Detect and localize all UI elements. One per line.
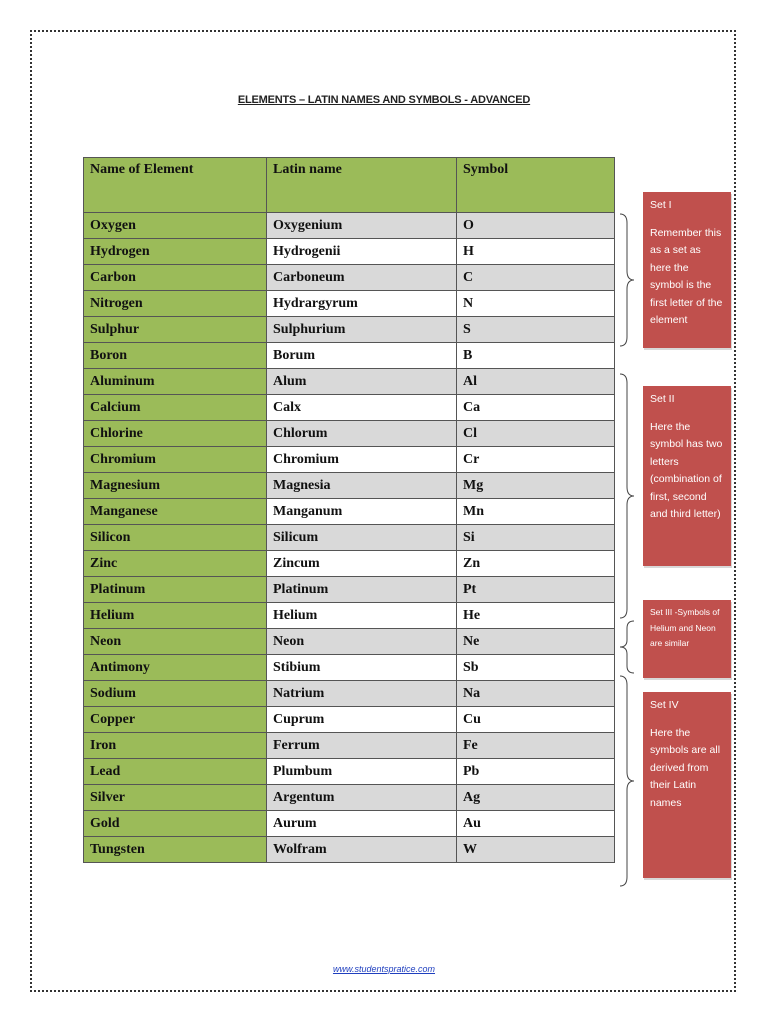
symbol-cell: Al bbox=[457, 369, 615, 395]
element-name-cell: Zinc bbox=[84, 551, 267, 577]
symbol-cell: O bbox=[457, 213, 615, 239]
table-header-row bbox=[84, 158, 615, 213]
symbol-cell: S bbox=[457, 317, 615, 343]
symbol-cell: C bbox=[457, 265, 615, 291]
table-row bbox=[84, 733, 615, 759]
element-name-cell: Copper bbox=[84, 707, 267, 733]
element-name-cell: Manganese bbox=[84, 499, 267, 525]
table-row bbox=[84, 525, 615, 551]
symbol-cell: Ne bbox=[457, 629, 615, 655]
note-set-3-title: Set III -Symbols of Helium and Neon are similar bbox=[650, 607, 720, 648]
element-name-cell: Helium bbox=[84, 603, 267, 629]
latin-name-cell: Chromium bbox=[267, 447, 457, 473]
latin-name-cell: Chlorum bbox=[267, 421, 457, 447]
symbol-cell: Cl bbox=[457, 421, 615, 447]
header-name: Name of Element bbox=[84, 158, 267, 213]
brace-set-2 bbox=[619, 373, 635, 619]
element-name-cell: Calcium bbox=[84, 395, 267, 421]
table-row bbox=[84, 421, 615, 447]
symbol-cell: W bbox=[457, 837, 615, 863]
latin-name-cell: Calx bbox=[267, 395, 457, 421]
table-row bbox=[84, 499, 615, 525]
table-row bbox=[84, 317, 615, 343]
note-set-4-text: Here the symbols are all derived from their Latin names bbox=[650, 726, 721, 809]
brace-set-4 bbox=[619, 675, 635, 887]
table-row bbox=[84, 577, 615, 603]
table-row bbox=[84, 811, 615, 837]
symbol-cell: Ca bbox=[457, 395, 615, 421]
latin-name-cell: Carboneum bbox=[267, 265, 457, 291]
table-row bbox=[84, 291, 615, 317]
note-set-2-text: Here the symbol has two letters (combination of first, second and third letter) bbox=[650, 420, 723, 520]
table-row bbox=[84, 213, 615, 239]
table-row bbox=[84, 265, 615, 291]
table-row bbox=[84, 629, 615, 655]
symbol-cell: Sb bbox=[457, 655, 615, 681]
symbol-cell: Si bbox=[457, 525, 615, 551]
symbol-cell: Pt bbox=[457, 577, 615, 603]
latin-name-cell: Zincum bbox=[267, 551, 457, 577]
table-row bbox=[84, 369, 615, 395]
note-set-1 bbox=[643, 192, 731, 348]
element-name-cell: Nitrogen bbox=[84, 291, 267, 317]
note-set-2-title: Set II bbox=[650, 393, 675, 405]
latin-name-cell: Cuprum bbox=[267, 707, 457, 733]
element-name-cell: Hydrogen bbox=[84, 239, 267, 265]
latin-name-cell: Alum bbox=[267, 369, 457, 395]
table-row bbox=[84, 239, 615, 265]
element-name-cell: Neon bbox=[84, 629, 267, 655]
note-set-4-title: Set IV bbox=[650, 699, 679, 711]
symbol-cell: B bbox=[457, 343, 615, 369]
symbol-cell: Mn bbox=[457, 499, 615, 525]
note-set-2 bbox=[643, 386, 731, 566]
latin-name-cell: Sulphurium bbox=[267, 317, 457, 343]
page-title: ELEMENTS – LATIN NAMES AND SYMBOLS - ADVANCED bbox=[237, 94, 531, 106]
table-row bbox=[84, 759, 615, 785]
table-row bbox=[84, 707, 615, 733]
symbol-cell: Cr bbox=[457, 447, 615, 473]
elements-table bbox=[83, 157, 615, 863]
symbol-cell: Cu bbox=[457, 707, 615, 733]
table-row bbox=[84, 447, 615, 473]
element-name-cell: Carbon bbox=[84, 265, 267, 291]
element-name-cell: Oxygen bbox=[84, 213, 267, 239]
element-name-cell: Platinum bbox=[84, 577, 267, 603]
element-name-cell: Magnesium bbox=[84, 473, 267, 499]
symbol-cell: He bbox=[457, 603, 615, 629]
table-row bbox=[84, 655, 615, 681]
latin-name-cell: Platinum bbox=[267, 577, 457, 603]
symbol-cell: Mg bbox=[457, 473, 615, 499]
latin-name-cell: Neon bbox=[267, 629, 457, 655]
latin-name-cell: Helium bbox=[267, 603, 457, 629]
element-name-cell: Silicon bbox=[84, 525, 267, 551]
latin-name-cell: Hydrogenii bbox=[267, 239, 457, 265]
table-row bbox=[84, 785, 615, 811]
latin-name-cell: Magnesia bbox=[267, 473, 457, 499]
footer-link[interactable]: www.studentspratice.com bbox=[332, 964, 436, 974]
latin-name-cell: Manganum bbox=[267, 499, 457, 525]
note-set-1-text: Remember this as a set as here the symbol is the first letter of the element bbox=[650, 226, 723, 326]
symbol-cell: H bbox=[457, 239, 615, 265]
element-name-cell: Chlorine bbox=[84, 421, 267, 447]
element-name-cell: Boron bbox=[84, 343, 267, 369]
latin-name-cell: Borum bbox=[267, 343, 457, 369]
latin-name-cell: Plumbum bbox=[267, 759, 457, 785]
latin-name-cell: Silicum bbox=[267, 525, 457, 551]
element-name-cell: Gold bbox=[84, 811, 267, 837]
brace-set-1 bbox=[619, 213, 635, 347]
table-row bbox=[84, 837, 615, 863]
latin-name-cell: Argentum bbox=[267, 785, 457, 811]
element-name-cell: Lead bbox=[84, 759, 267, 785]
symbol-cell: Fe bbox=[457, 733, 615, 759]
element-name-cell: Sodium bbox=[84, 681, 267, 707]
table-row bbox=[84, 603, 615, 629]
table-row bbox=[84, 343, 615, 369]
note-set-3 bbox=[643, 600, 731, 678]
element-name-cell: Antimony bbox=[84, 655, 267, 681]
element-name-cell: Iron bbox=[84, 733, 267, 759]
symbol-cell: Na bbox=[457, 681, 615, 707]
header-latin: Latin name bbox=[267, 158, 457, 213]
symbol-cell: Pb bbox=[457, 759, 615, 785]
latin-name-cell: Wolfram bbox=[267, 837, 457, 863]
symbol-cell: Au bbox=[457, 811, 615, 837]
table-row bbox=[84, 551, 615, 577]
symbol-cell: Zn bbox=[457, 551, 615, 577]
note-set-1-title: Set I bbox=[650, 199, 672, 211]
latin-name-cell: Natrium bbox=[267, 681, 457, 707]
table-row bbox=[84, 473, 615, 499]
element-name-cell: Silver bbox=[84, 785, 267, 811]
table-row bbox=[84, 395, 615, 421]
table-row bbox=[84, 681, 615, 707]
latin-name-cell: Stibium bbox=[267, 655, 457, 681]
element-name-cell: Aluminum bbox=[84, 369, 267, 395]
latin-name-cell: Hydrargyrum bbox=[267, 291, 457, 317]
symbol-cell: Ag bbox=[457, 785, 615, 811]
element-name-cell: Chromium bbox=[84, 447, 267, 473]
symbol-cell: N bbox=[457, 291, 615, 317]
latin-name-cell: Ferrum bbox=[267, 733, 457, 759]
note-set-4 bbox=[643, 692, 731, 878]
element-name-cell: Sulphur bbox=[84, 317, 267, 343]
header-symbol: Symbol bbox=[457, 158, 615, 213]
latin-name-cell: Aurum bbox=[267, 811, 457, 837]
latin-name-cell: Oxygenium bbox=[267, 213, 457, 239]
element-name-cell: Tungsten bbox=[84, 837, 267, 863]
brace-set-3 bbox=[619, 620, 635, 674]
